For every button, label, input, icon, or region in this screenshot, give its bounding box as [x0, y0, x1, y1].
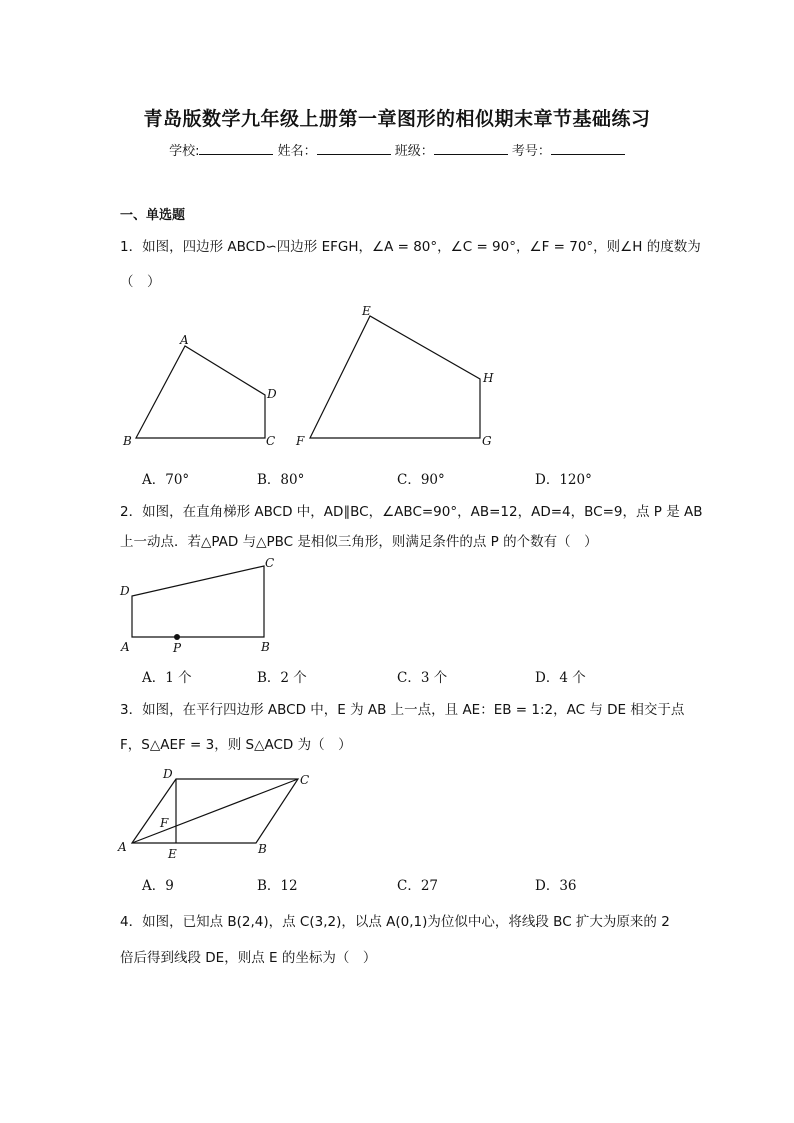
class-blank [434, 142, 508, 155]
exam-no-blank [551, 142, 625, 155]
q1-text-line2: （ ） [120, 274, 161, 290]
label-a: A [118, 840, 127, 854]
diagonal-ac [132, 779, 298, 843]
trapezoid-abcd [132, 566, 264, 637]
q2-figure [110, 553, 310, 658]
q3-option-d[interactable]: D．36 [535, 878, 577, 894]
point-p [174, 634, 180, 640]
q3-option-a[interactable]: A．9 [142, 878, 174, 894]
label-c: C [300, 773, 310, 787]
label-b: B [261, 640, 270, 654]
name-label: 姓名： [277, 144, 317, 159]
class-label: 班级： [394, 144, 434, 159]
q1-figure [110, 300, 530, 460]
q3-option-b[interactable]: B．12 [257, 878, 298, 894]
q1-text-line1: 1．如图，四边形 ABCD∽四边形 EFGH，∠A = 80°，∠C = 90°，∠F = 70°，则∠H 的度数为 [120, 239, 701, 255]
q4-text-line2: 倍后得到线段 DE，则点 E 的坐标为（ ） [120, 950, 377, 966]
page-title: 青岛版数学九年级上册第一章图形的相似期末章节基础练习 [143, 108, 651, 130]
q3-text-line1: 3．如图，在平行四边形 ABCD 中，E 为 AB 上一点，且 AE：EB = 1:2，AC 与 DE 相交于点 [120, 702, 685, 718]
label-f: F [296, 434, 305, 448]
label-a: A [121, 640, 130, 654]
label-d: D [267, 387, 277, 401]
label-f: F [160, 816, 169, 830]
school-label: 学校: [169, 144, 200, 159]
label-e: E [168, 847, 177, 861]
label-c: C [266, 434, 276, 448]
q1-option-a[interactable]: A．70° [142, 472, 190, 488]
q1-option-b[interactable]: B．80° [257, 472, 305, 488]
name-blank [317, 142, 391, 155]
q2-option-c[interactable]: C．3 个 [397, 670, 448, 686]
label-b: B [258, 842, 267, 856]
label-b: B [123, 434, 132, 448]
label-g: G [482, 434, 492, 448]
q2-text-line1: 2．如图，在直角梯形 ABCD 中，AD∥BC，∠ABC=90°，AB=12，AD=4，BC=9，点 P 是 AB [120, 504, 703, 520]
q3-option-c[interactable]: C．27 [397, 878, 439, 894]
section-heading: 一、单选题 [120, 208, 186, 223]
label-h: H [483, 371, 494, 385]
label-e: E [362, 304, 371, 318]
q2-option-d[interactable]: D．4 个 [535, 670, 586, 686]
label-a: A [180, 333, 189, 347]
q2-text-line2: 上一动点．若△PAD 与△PBC 是相似三角形，则满足条件的点 P 的个数有（ ） [120, 534, 598, 550]
q3-figure [110, 762, 330, 867]
exam-no-label: 考号： [511, 144, 551, 159]
quad-efgh [310, 316, 480, 438]
q3-text-line2: F，S△AEF = 3，则 S△ACD 为（ ） [120, 737, 352, 753]
school-blank [199, 142, 273, 155]
q4-text-line1: 4．如图，已知点 B(2,4)，点 C(3,2)，以点 A(0,1)为位似中心，将线段 BC 扩大为原来的 2 [120, 914, 670, 930]
student-info-line [0, 140, 794, 159]
label-c: C [265, 556, 275, 570]
quad-abcd [136, 346, 265, 438]
label-d: D [120, 584, 130, 598]
q1-option-d[interactable]: D．120° [535, 472, 592, 488]
label-p: P [173, 641, 182, 655]
q2-option-a[interactable]: A．1 个 [142, 670, 192, 686]
q1-option-c[interactable]: C．90° [397, 472, 445, 488]
label-d: D [163, 767, 173, 781]
q2-option-b[interactable]: B．2 个 [257, 670, 307, 686]
